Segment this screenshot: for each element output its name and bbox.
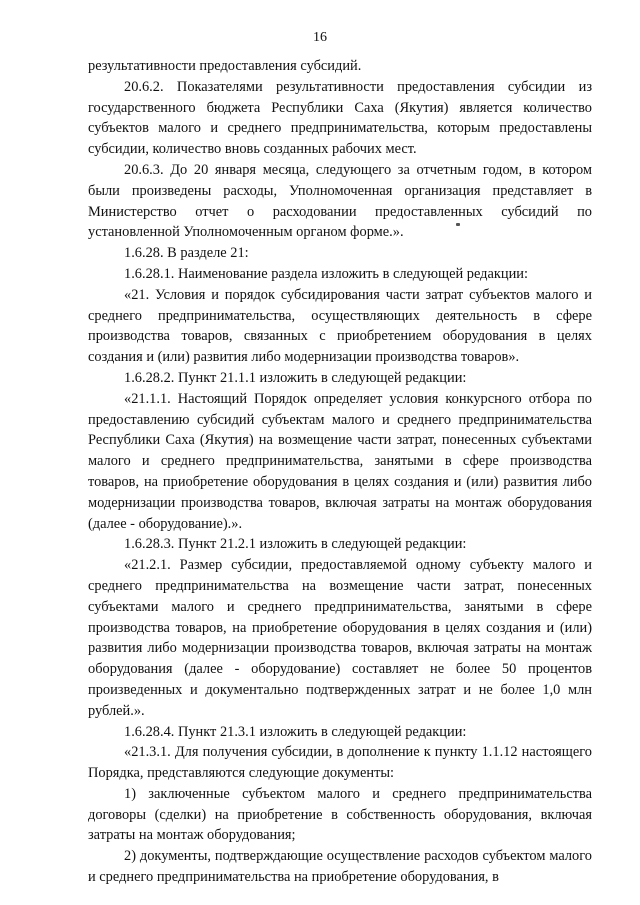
paragraph: 2) документы, подтверждающие осуществление расходов субъектом малого и среднего предпринимательства на приобретение оборудования, в xyxy=(88,848,592,886)
paragraph: «21. Условия и порядок субсидирования части затрат субъектов малого и среднего предпринимательства, осуществляющих деятельность в сфере производства товаров, связанных с приобретением оборудования в целях создания и (или) развития либо модернизации производства товаров». xyxy=(88,286,592,366)
paragraph: 1.6.28. В разделе 21: xyxy=(124,245,249,262)
paragraph: «21.3.1. Для получения субсидии, в дополнение к пункту 1.1.12 настоящего Порядка, представляются следующие документы: xyxy=(88,744,592,782)
document-body xyxy=(88,56,592,888)
paragraph: «21.1.1. Настоящий Порядок определяет условия конкурсного отбора по предоставлению субсидий субъектам малого и среднего предпринимательства Республики Саха (Якутия) на возмещение части затрат, понесенных субъектами малого и среднего предпринимательства, занятыми в сфере производства товаров, на приобретение оборудования в целях создания и (или) развития либо модернизации производства товаров, включая затраты на монтаж оборудования (далее - оборудование).». xyxy=(88,390,592,532)
scan-speck xyxy=(456,223,460,226)
paragraph: «21.2.1. Размер субсидии, предоставляемой одному субъекту малого и среднего предпринимательства на возмещение части затрат, понесенных субъектами малого и среднего предпринимательства, занятыми в сфере производства товаров, на приобретение оборудования в целях создания и (или) развития либо модернизации производства товаров, включая затраты на монтаж оборудования (далее - оборудование) составляет не более 50 процентов произведенных и документально подтвержденных затрат и не более 1,0 млн рублей.». xyxy=(88,557,592,719)
paragraph: результативности предоставления субсидий. xyxy=(88,58,362,74)
paragraph: 20.6.2. Показателями результативности предоставления субсидии из государственного бюджета Республики Саха (Якутия) является количество субъектов малого и среднего предпринимательства, которым предоставлены субсидии, количество вновь созданных рабочих мест. xyxy=(88,78,592,158)
paragraph: 1) заключенные субъектом малого и среднего предпринимательства договоры (сделки) на приобретение в собственность оборудования, включая затраты на монтаж оборудования; xyxy=(88,785,592,844)
paragraph: 20.6.3. До 20 января месяца, следующего за отчетным годом, в котором были произведены расходы, Уполномоченная организация представляет в Министерство отчет о расходовании предоставленных субсидий по установленной Уполномоченным органом форме.». xyxy=(88,161,592,241)
paragraph: 1.6.28.1. Наименование раздела изложить в следующей редакции: xyxy=(124,265,528,282)
page-number: 16 xyxy=(313,30,327,45)
paragraph: 1.6.28.4. Пункт 21.3.1 изложить в следующей редакции: xyxy=(124,723,467,740)
paragraph: 1.6.28.2. Пункт 21.1.1 изложить в следующей редакции: xyxy=(124,369,467,386)
paragraph: 1.6.28.3. Пункт 21.2.1 изложить в следующей редакции: xyxy=(124,536,467,553)
